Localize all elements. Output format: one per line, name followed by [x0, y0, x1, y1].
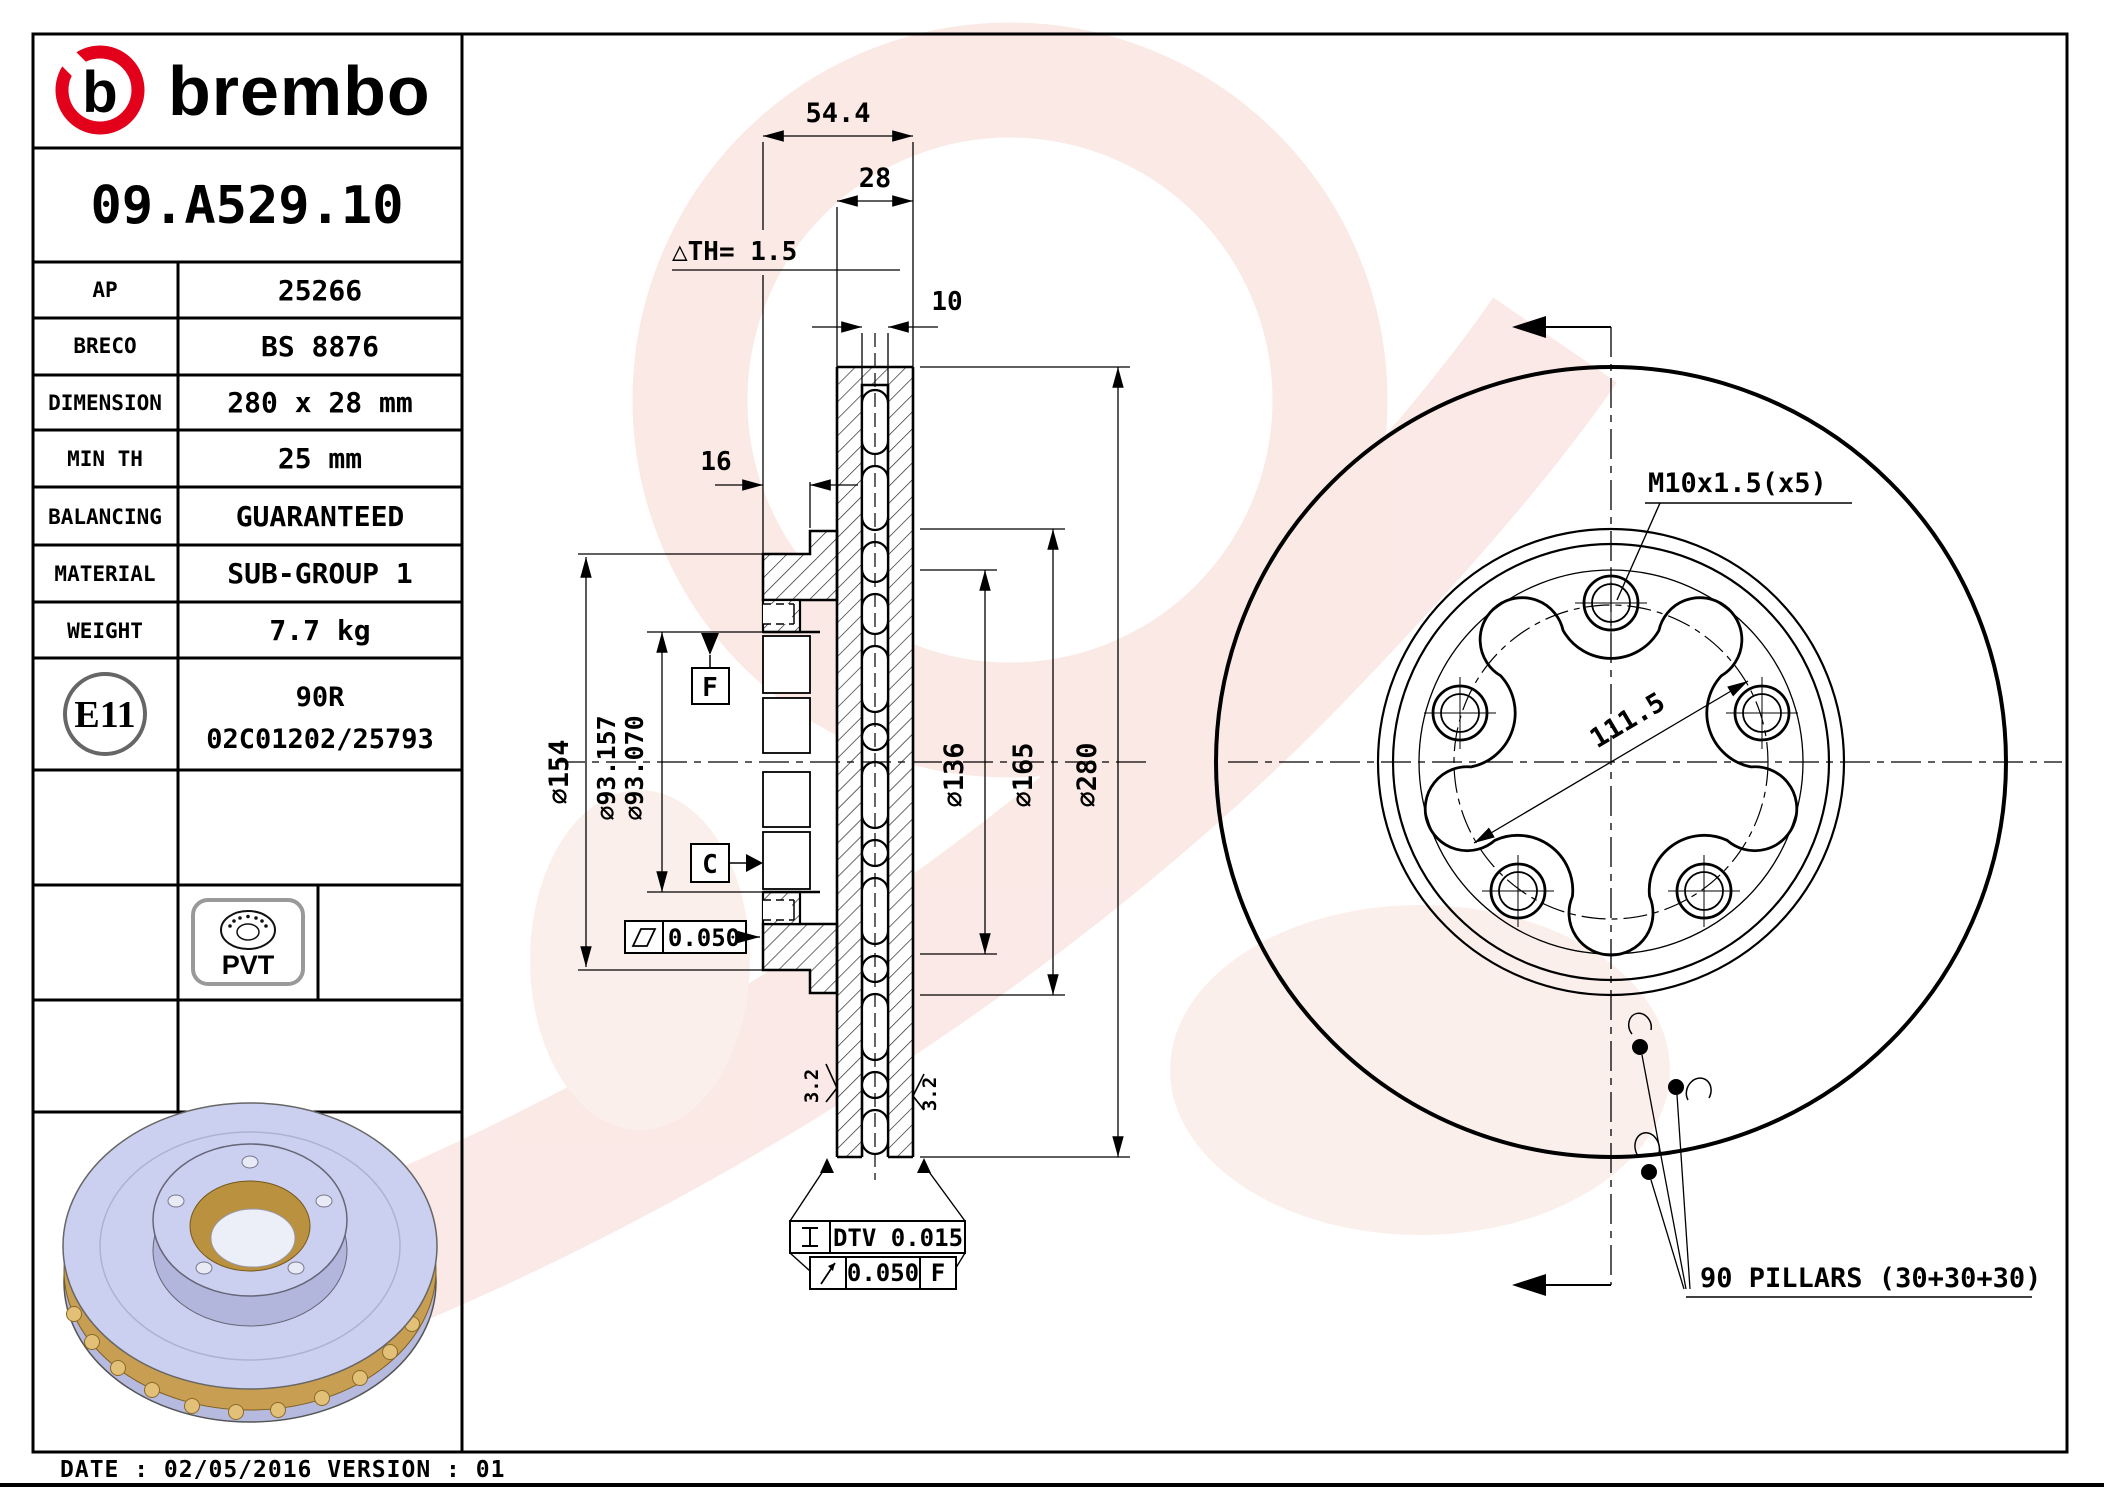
roughness-right	[913, 1074, 941, 1111]
spec-label-breco: BRECO	[73, 334, 137, 358]
dim-d93-max: ⌀93.157	[592, 715, 621, 821]
thread-callout	[1617, 468, 1852, 600]
runout-datum: F	[930, 1259, 946, 1287]
datum-f-label: F	[702, 673, 718, 703]
spec-label-balancing: BALANCING	[48, 505, 162, 529]
svg-text:3.2: 3.2	[801, 1068, 823, 1104]
spec-label-ap: AP	[92, 278, 118, 302]
svg-text:M10x1.5(x5): M10x1.5(x5)	[1648, 468, 1827, 499]
dim-d136: ⌀136	[939, 742, 970, 808]
datum-c-label: C	[702, 850, 718, 880]
homologation-mark	[65, 674, 434, 755]
dim-d280: ⌀280	[1072, 742, 1103, 808]
pillars-annotation	[1629, 1013, 2042, 1297]
spec-label-minth: MIN TH	[67, 447, 143, 471]
flatness-value: 0.050	[667, 924, 741, 952]
dim-overall-width: 54.4	[805, 98, 871, 129]
dim-d165: ⌀165	[1008, 742, 1039, 808]
brembo-emblem-letter: b	[82, 60, 118, 125]
spec-value-weight: 7.7 kg	[269, 614, 371, 647]
spec-value-balancing: GUARANTEED	[235, 500, 405, 533]
spec-value-material: SUB-GROUP 1	[227, 557, 413, 590]
svg-text:3.2: 3.2	[919, 1076, 941, 1112]
dim-d154: ⌀154	[544, 739, 575, 805]
datum-c	[691, 844, 763, 882]
dtv-value: DTV 0.015	[832, 1224, 964, 1252]
footer-date-version: DATE : 02/05/2016 VERSION : 01	[60, 1457, 506, 1483]
sheet-bottom-rule	[0, 1483, 2104, 1487]
spec-value-minth: 25 mm	[277, 442, 363, 475]
bolt-circle-value: 111.5	[1584, 686, 1671, 755]
e-mark-code: E11	[74, 694, 136, 736]
spec-label-weight: WEIGHT	[67, 619, 143, 643]
approval-line2: 02C01202/25793	[206, 724, 434, 755]
runout-frame	[790, 1253, 965, 1289]
spec-value-breco: BS 8876	[260, 330, 380, 363]
pvt-badge	[193, 900, 303, 984]
brembo-wordmark: brembo	[168, 52, 431, 130]
part-number: 09.A529.10	[90, 176, 404, 236]
spec-label-material: MATERIAL	[54, 562, 156, 586]
brembo-logo	[52, 42, 431, 130]
pillars-note: 90 PILLARS (30+30+30)	[1700, 1263, 2042, 1294]
approval-line1: 90R	[295, 682, 345, 713]
dim-d93-min: ⌀93.070	[620, 715, 649, 821]
dim-flange-band: 16	[700, 447, 732, 477]
runout-value: 0.050	[846, 1259, 920, 1287]
spec-table	[48, 274, 413, 647]
spec-value-dimension: 280 x 28 mm	[227, 386, 413, 419]
dim-vent-gap: 10	[931, 287, 963, 317]
pvt-label: PVT	[221, 950, 275, 980]
disc-3d-render	[63, 1103, 437, 1422]
dim-wear-limit: △TH= 1.5	[672, 237, 798, 267]
dtv-frame	[790, 1158, 965, 1253]
dim-disc-thickness: 28	[858, 163, 892, 194]
section-arrow-bottom	[1512, 1274, 1611, 1296]
flatness-frame	[625, 921, 760, 953]
spec-label-dimension: DIMENSION	[48, 391, 162, 415]
spec-value-ap: 25266	[277, 274, 363, 307]
